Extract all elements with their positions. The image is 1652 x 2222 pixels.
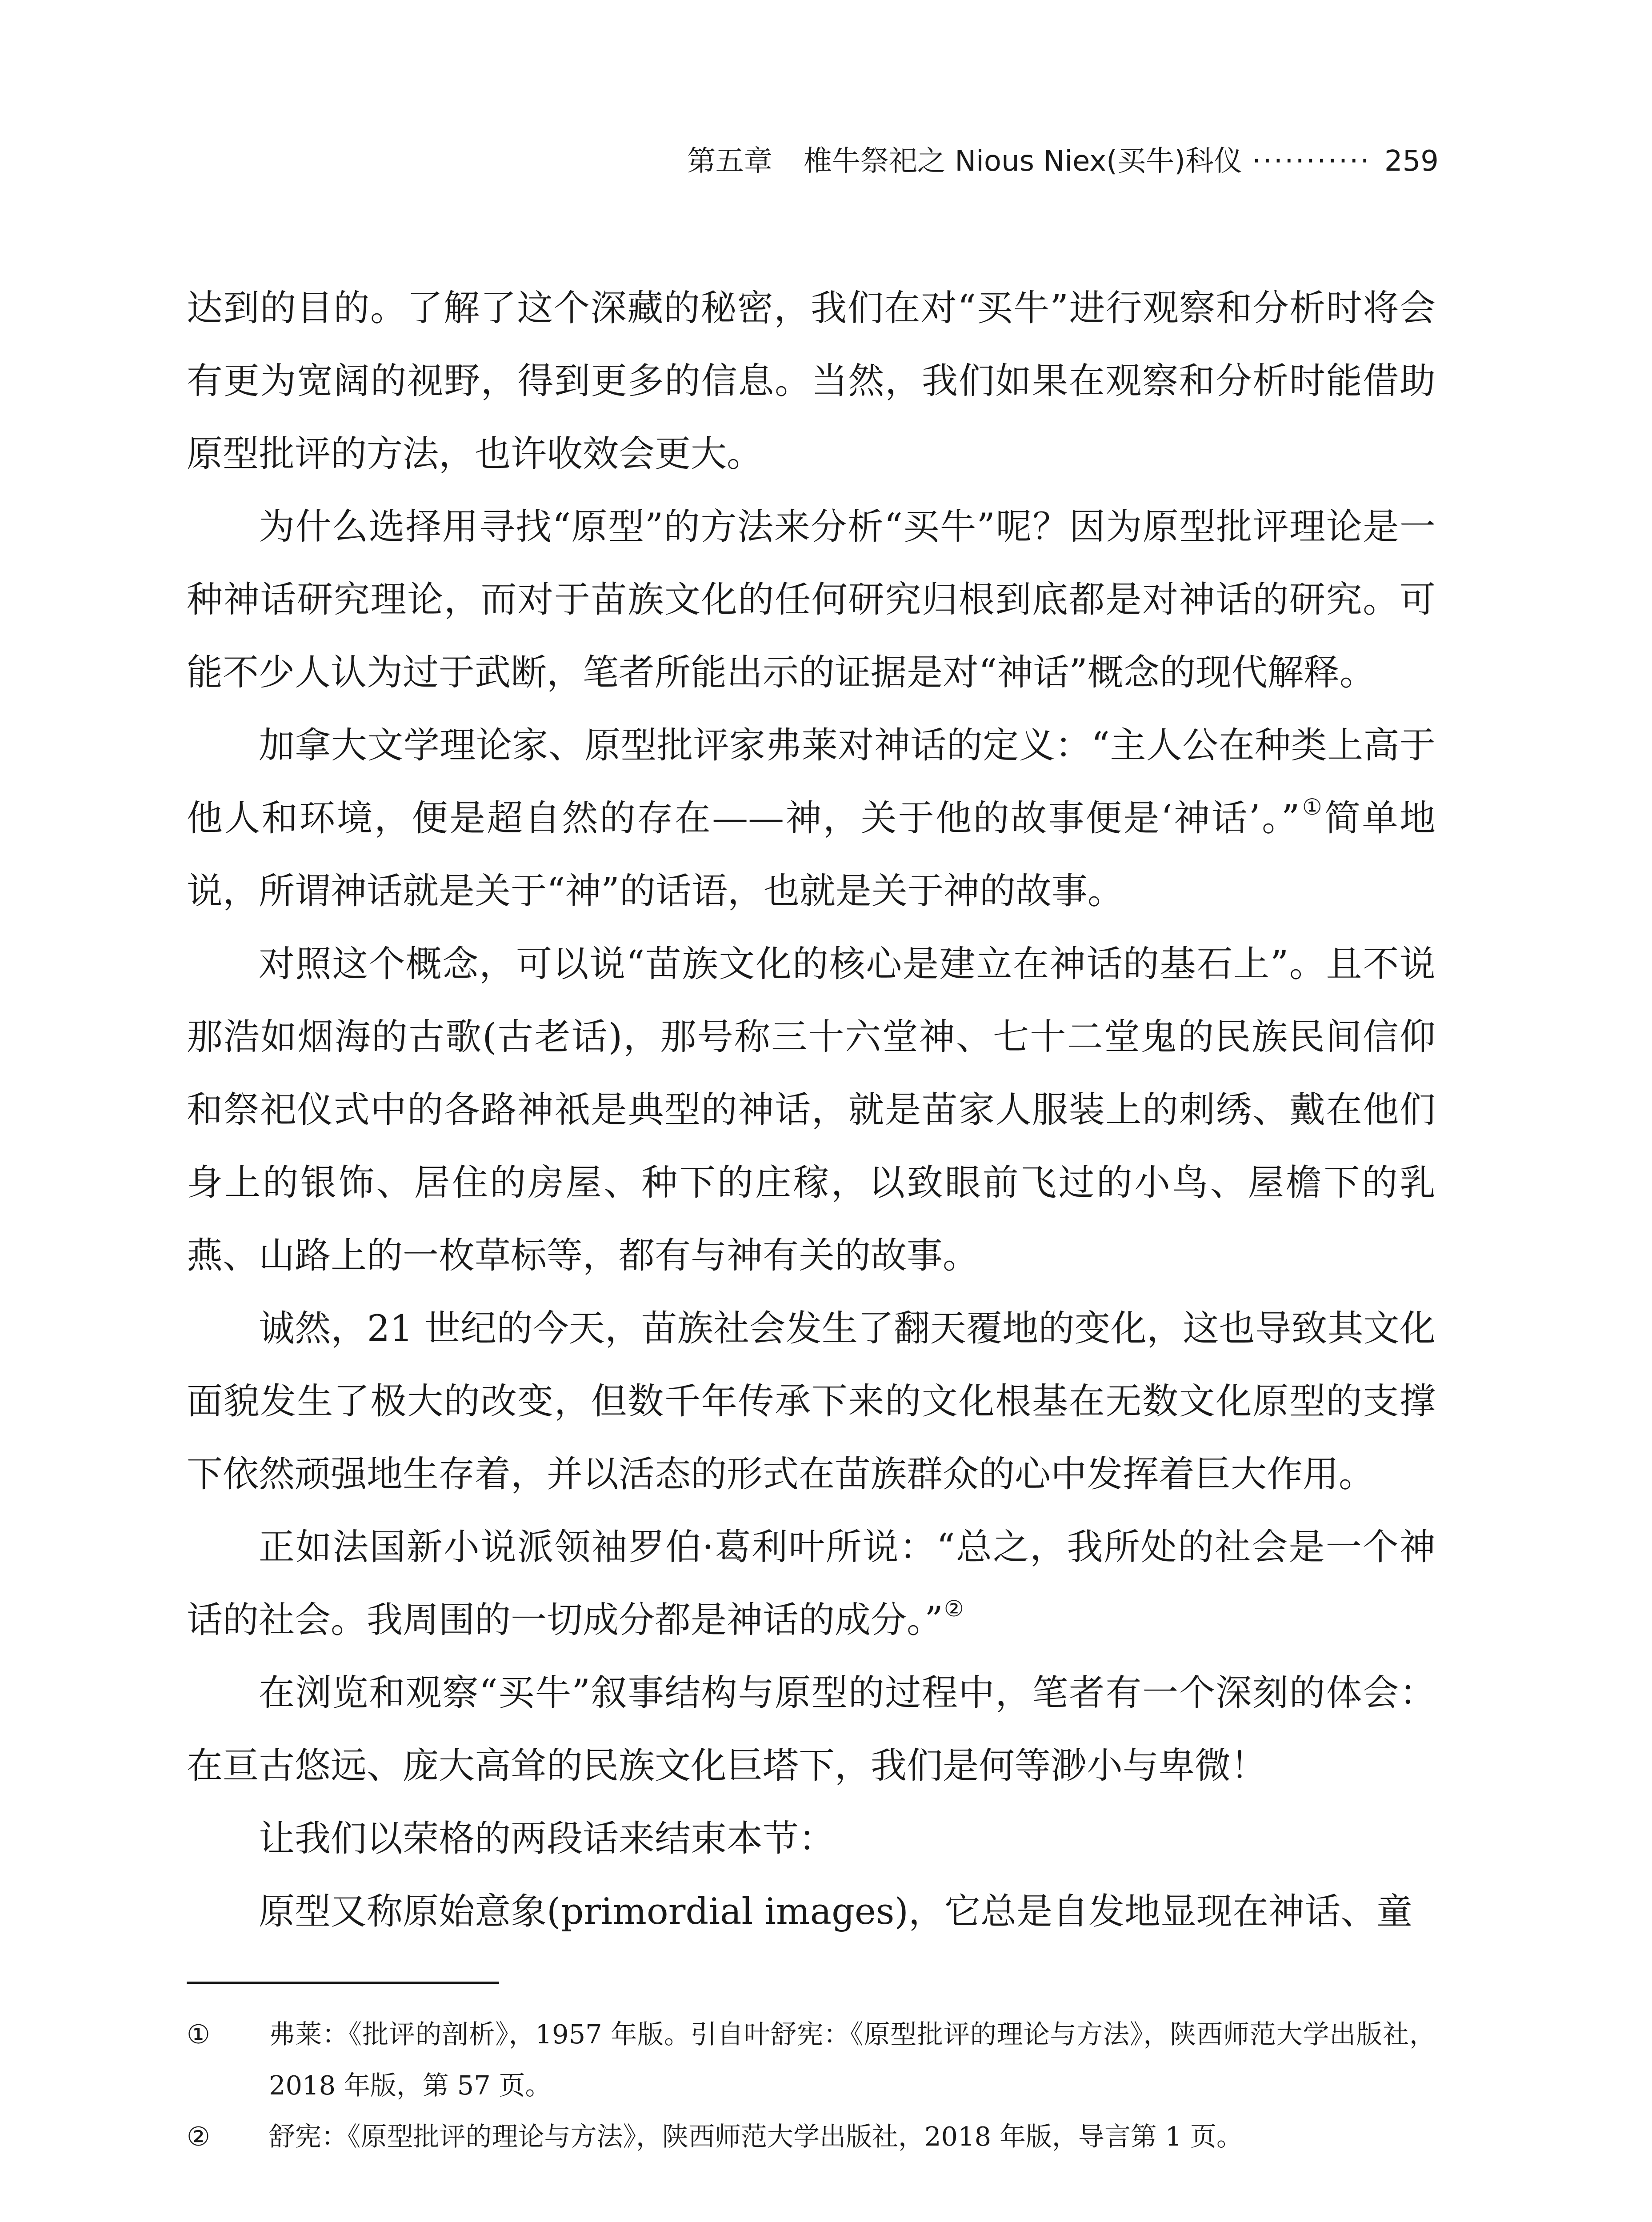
- paragraph-text: 对照这个概念，可以说“苗族文化的核心是建立在神话的基石上”。且不说那浩如烟海的古歌(古老话)，那号称三十六堂神、七十二堂鬼的民族民间信仰和祭祀仪式中的各路神祇是典型的神话，就是苗家人服装上的刺绣、戴在他们身上的银饰、居住的房屋、种下的庄稼，以致眼前飞过的小鸟、屋檐下的乳燕、山路上的一枚草标等，都有与神有关的故事。: [187, 943, 1436, 1277]
- paragraph-text: 加拿大文学理论家、原型批评家弗莱对神话的定义：“主人公在种类上高于他人和环境，便是超自然的存在——神，关于他的故事便是‘神话’。”: [187, 725, 1436, 839]
- paragraph-text: 正如法国新小说派领袖罗伯·葛利叶所说：“总之，我所处的社会是一个神话的社会。我周围的一切成分都是神话的成分。”: [187, 1527, 1436, 1641]
- paragraph-6: [187, 1511, 1436, 1657]
- dot-leader: ···········: [1252, 145, 1371, 178]
- footnote-mark: ②: [187, 2121, 210, 2152]
- paragraph-9: [187, 1875, 1436, 1948]
- footnote-mark: ①: [187, 2019, 210, 2050]
- chapter-label: 第五章: [687, 145, 772, 178]
- paragraph-1: [187, 272, 1436, 491]
- paragraph-3: [187, 709, 1436, 928]
- footnote-text: 舒宪：《原型批评的理论与方法》，陕西师范大学出版社，2018 年版，导言第 1 页。: [269, 2121, 1243, 2152]
- footnote-ref-2[interactable]: ②: [944, 1596, 964, 1622]
- footnote-1: [187, 2009, 1436, 2111]
- paragraph-text: 让我们以荣格的两段话来结束本节：: [259, 1818, 835, 1860]
- paragraph-5: [187, 1292, 1436, 1511]
- footnote-ref-1[interactable]: ①: [1300, 794, 1324, 820]
- paragraph-text: 为什么选择用寻找“原型”的方法来分析“买牛”呢？因为原型批评理论是一种神话研究理论，而对于苗族文化的任何研究归根到底都是对神话的研究。可能不少人认为过于武断，笔者所能出示的证据是对“神话”概念的现代解释。: [187, 506, 1436, 694]
- paragraph-text: 诚然，21 世纪的今天，苗族社会发生了翻天覆地的变化，这也导致其文化面貌发生了极大的改变，但数千年传承下来的文化根基在无数文化原型的支撑下依然顽强地生存着，并以活态的形式在苗族群众的心中发挥着巨大作用。: [187, 1308, 1436, 1495]
- paragraph-2: [187, 491, 1436, 709]
- paragraph-text: 在浏览和观察“买牛”叙事结构与原型的过程中，笔者有一个深刻的体会：在亘古悠远、庞大高耸的民族文化巨塔下，我们是何等渺小与卑微！: [187, 1672, 1436, 1787]
- running-header: [687, 141, 1439, 181]
- chapter-title: 椎牛祭祀之 Nious Niex(买牛)科仪: [803, 145, 1243, 178]
- paragraph-text: 达到的目的。了解了这个深藏的秘密，我们在对“买牛”进行观察和分析时将会有更为宽阔的视野，得到更多的信息。当然，我们如果在观察和分析时能借助原型批评的方法，也许收效会更大。: [187, 288, 1436, 475]
- paragraph-4: [187, 928, 1436, 1292]
- footnote-divider: [187, 1982, 499, 1984]
- footnote-2: [187, 2111, 1436, 2162]
- paragraph-text: 原型又称原始意象(primordial images)，它总是自发地显现在神话、童: [259, 1891, 1413, 1933]
- footnotes: [187, 2009, 1436, 2162]
- paragraph-7: [187, 1657, 1436, 1802]
- page-number: 259: [1384, 145, 1439, 178]
- paragraph-text-continued: 简单地说，所谓神话就是关于“神”的话语，也就是关于神的故事。: [187, 798, 1436, 912]
- footnote-text: 弗莱：《批评的剖析》，1957 年版。引自叶舒宪：《原型批评的理论与方法》，陕西师范大学出版社，2018 年版，第 57 页。: [269, 2019, 1436, 2101]
- paragraph-8: [187, 1802, 1436, 1875]
- body-text: [187, 272, 1436, 1948]
